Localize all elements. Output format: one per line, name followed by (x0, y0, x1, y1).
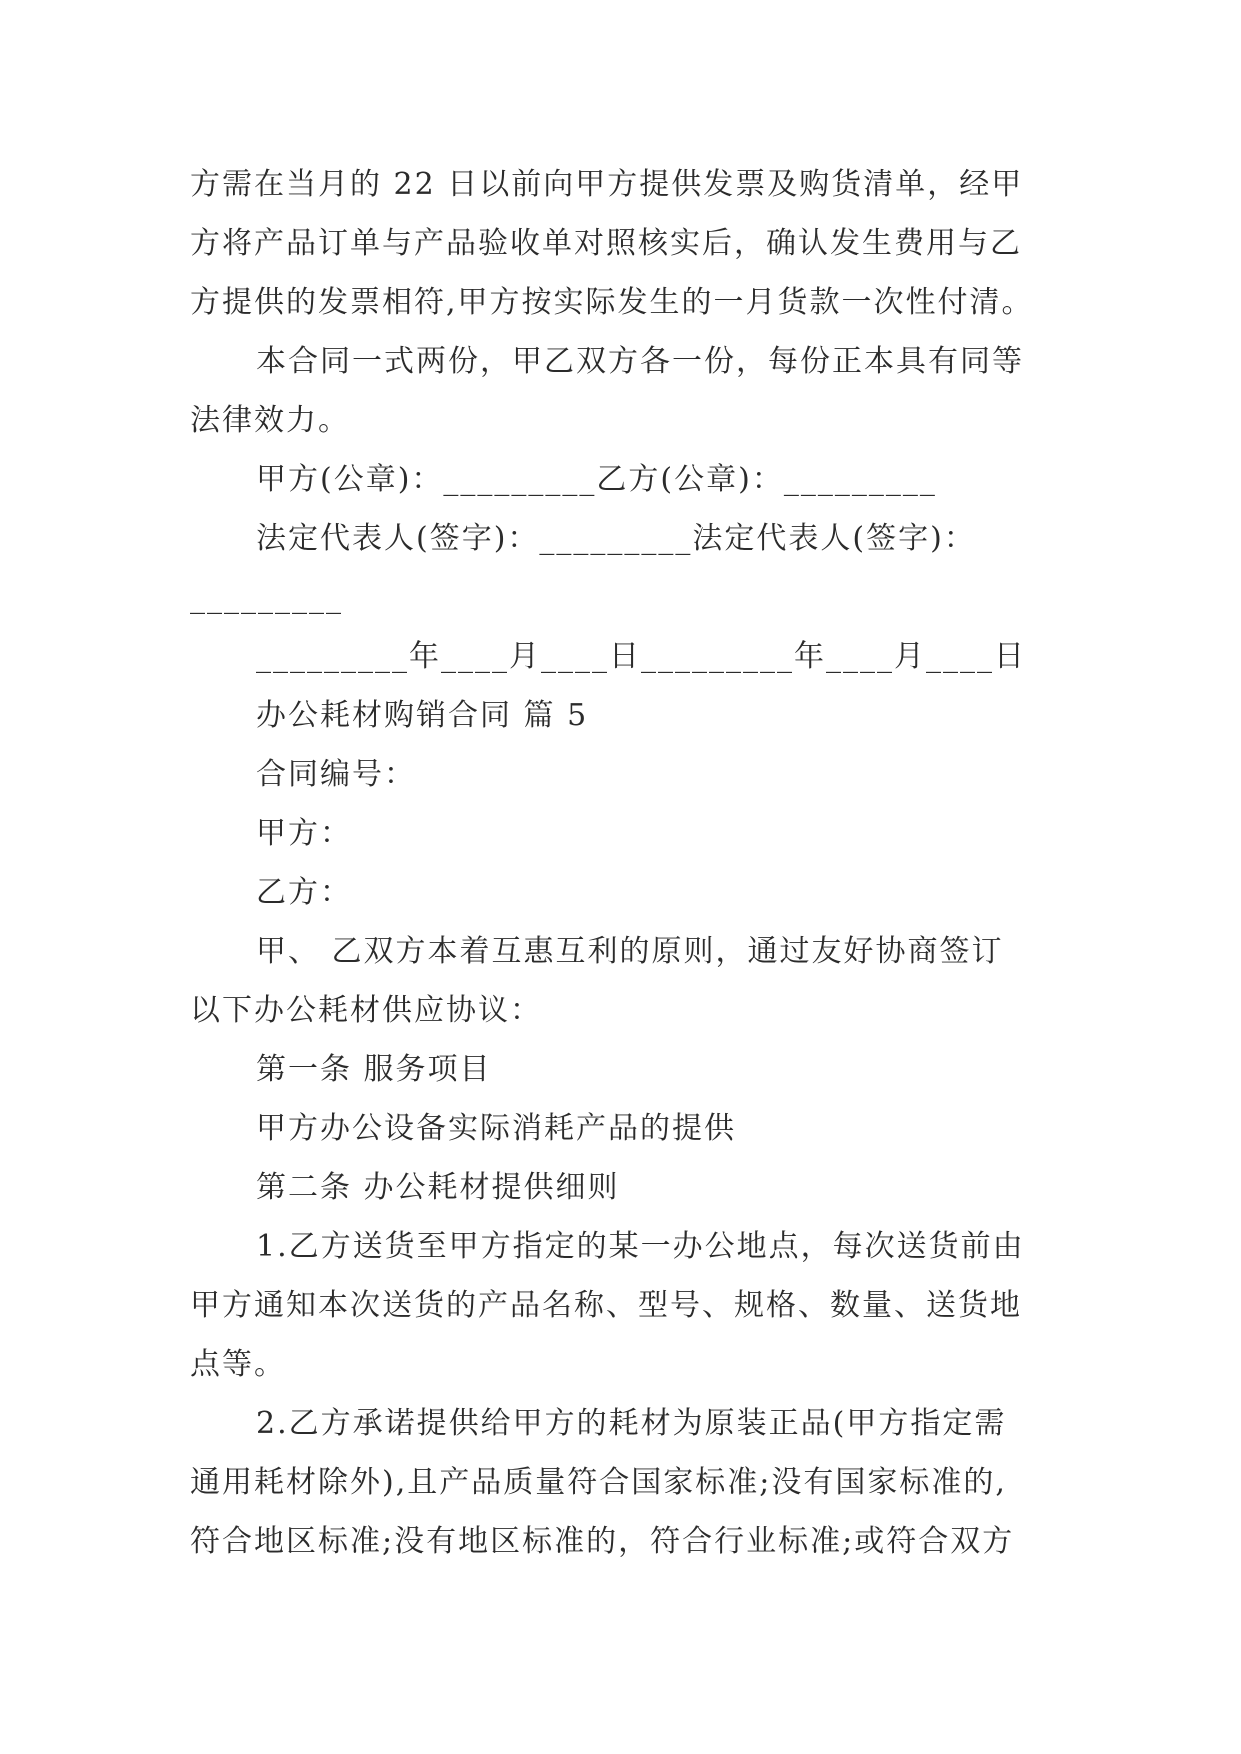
signature-line-seal: 甲方(公章)：_________乙方(公章)：_________ (256, 462, 937, 497)
party-b-label: 乙方： (256, 875, 352, 910)
text-line: 点等。 (190, 1347, 286, 1382)
text-line: 本合同一式两份，甲乙双方各一份，每份正本具有同等 (256, 344, 1024, 379)
text-line: 符合地区标准;没有地区标准的，符合行业标准;或符合双方 (190, 1524, 1015, 1559)
signature-blank: _________ (190, 580, 343, 615)
date-line: _________年____月____日_________年____月____日 (256, 639, 1026, 674)
text-line: 通用耗材除外),且产品质量符合国家标准;没有国家标准的, (190, 1465, 1007, 1500)
article-heading: 第二条 办公耗材提供细则 (256, 1170, 620, 1205)
signature-line-representative: 法定代表人(签字)：_________法定代表人(签字)： (256, 521, 976, 556)
text-line: 甲方通知本次送货的产品名称、型号、规格、数量、送货地 (190, 1288, 1022, 1323)
text-line: 法律效力。 (190, 403, 350, 438)
text-line: 以下办公耗材供应协议： (190, 993, 542, 1028)
text-line: 甲方办公设备实际消耗产品的提供 (256, 1111, 736, 1146)
article-heading: 第一条 服务项目 (256, 1052, 492, 1087)
text-line: 1.乙方送货至甲方指定的某一办公地点，每次送货前由 (256, 1229, 1025, 1264)
section-title: 办公耗材购销合同 篇 5 (256, 698, 589, 733)
text-line: 方需在当月的 22 日以前向甲方提供发票及购货清单，经甲 (190, 167, 1024, 202)
contract-number-label: 合同编号： (256, 757, 416, 792)
text-line: 方将产品订单与产品验收单对照核实后，确认发生费用与乙 (190, 226, 1022, 261)
party-a-label: 甲方： (256, 816, 352, 851)
text-line: 甲、 乙双方本着互惠互利的原则，通过友好协商签订 (256, 934, 1004, 969)
text-line: 方提供的发票相符,甲方按实际发生的一月货款一次性付清。 (190, 285, 1034, 320)
text-line: 2.乙方承诺提供给甲方的耗材为原装正品(甲方指定需 (256, 1406, 1007, 1441)
